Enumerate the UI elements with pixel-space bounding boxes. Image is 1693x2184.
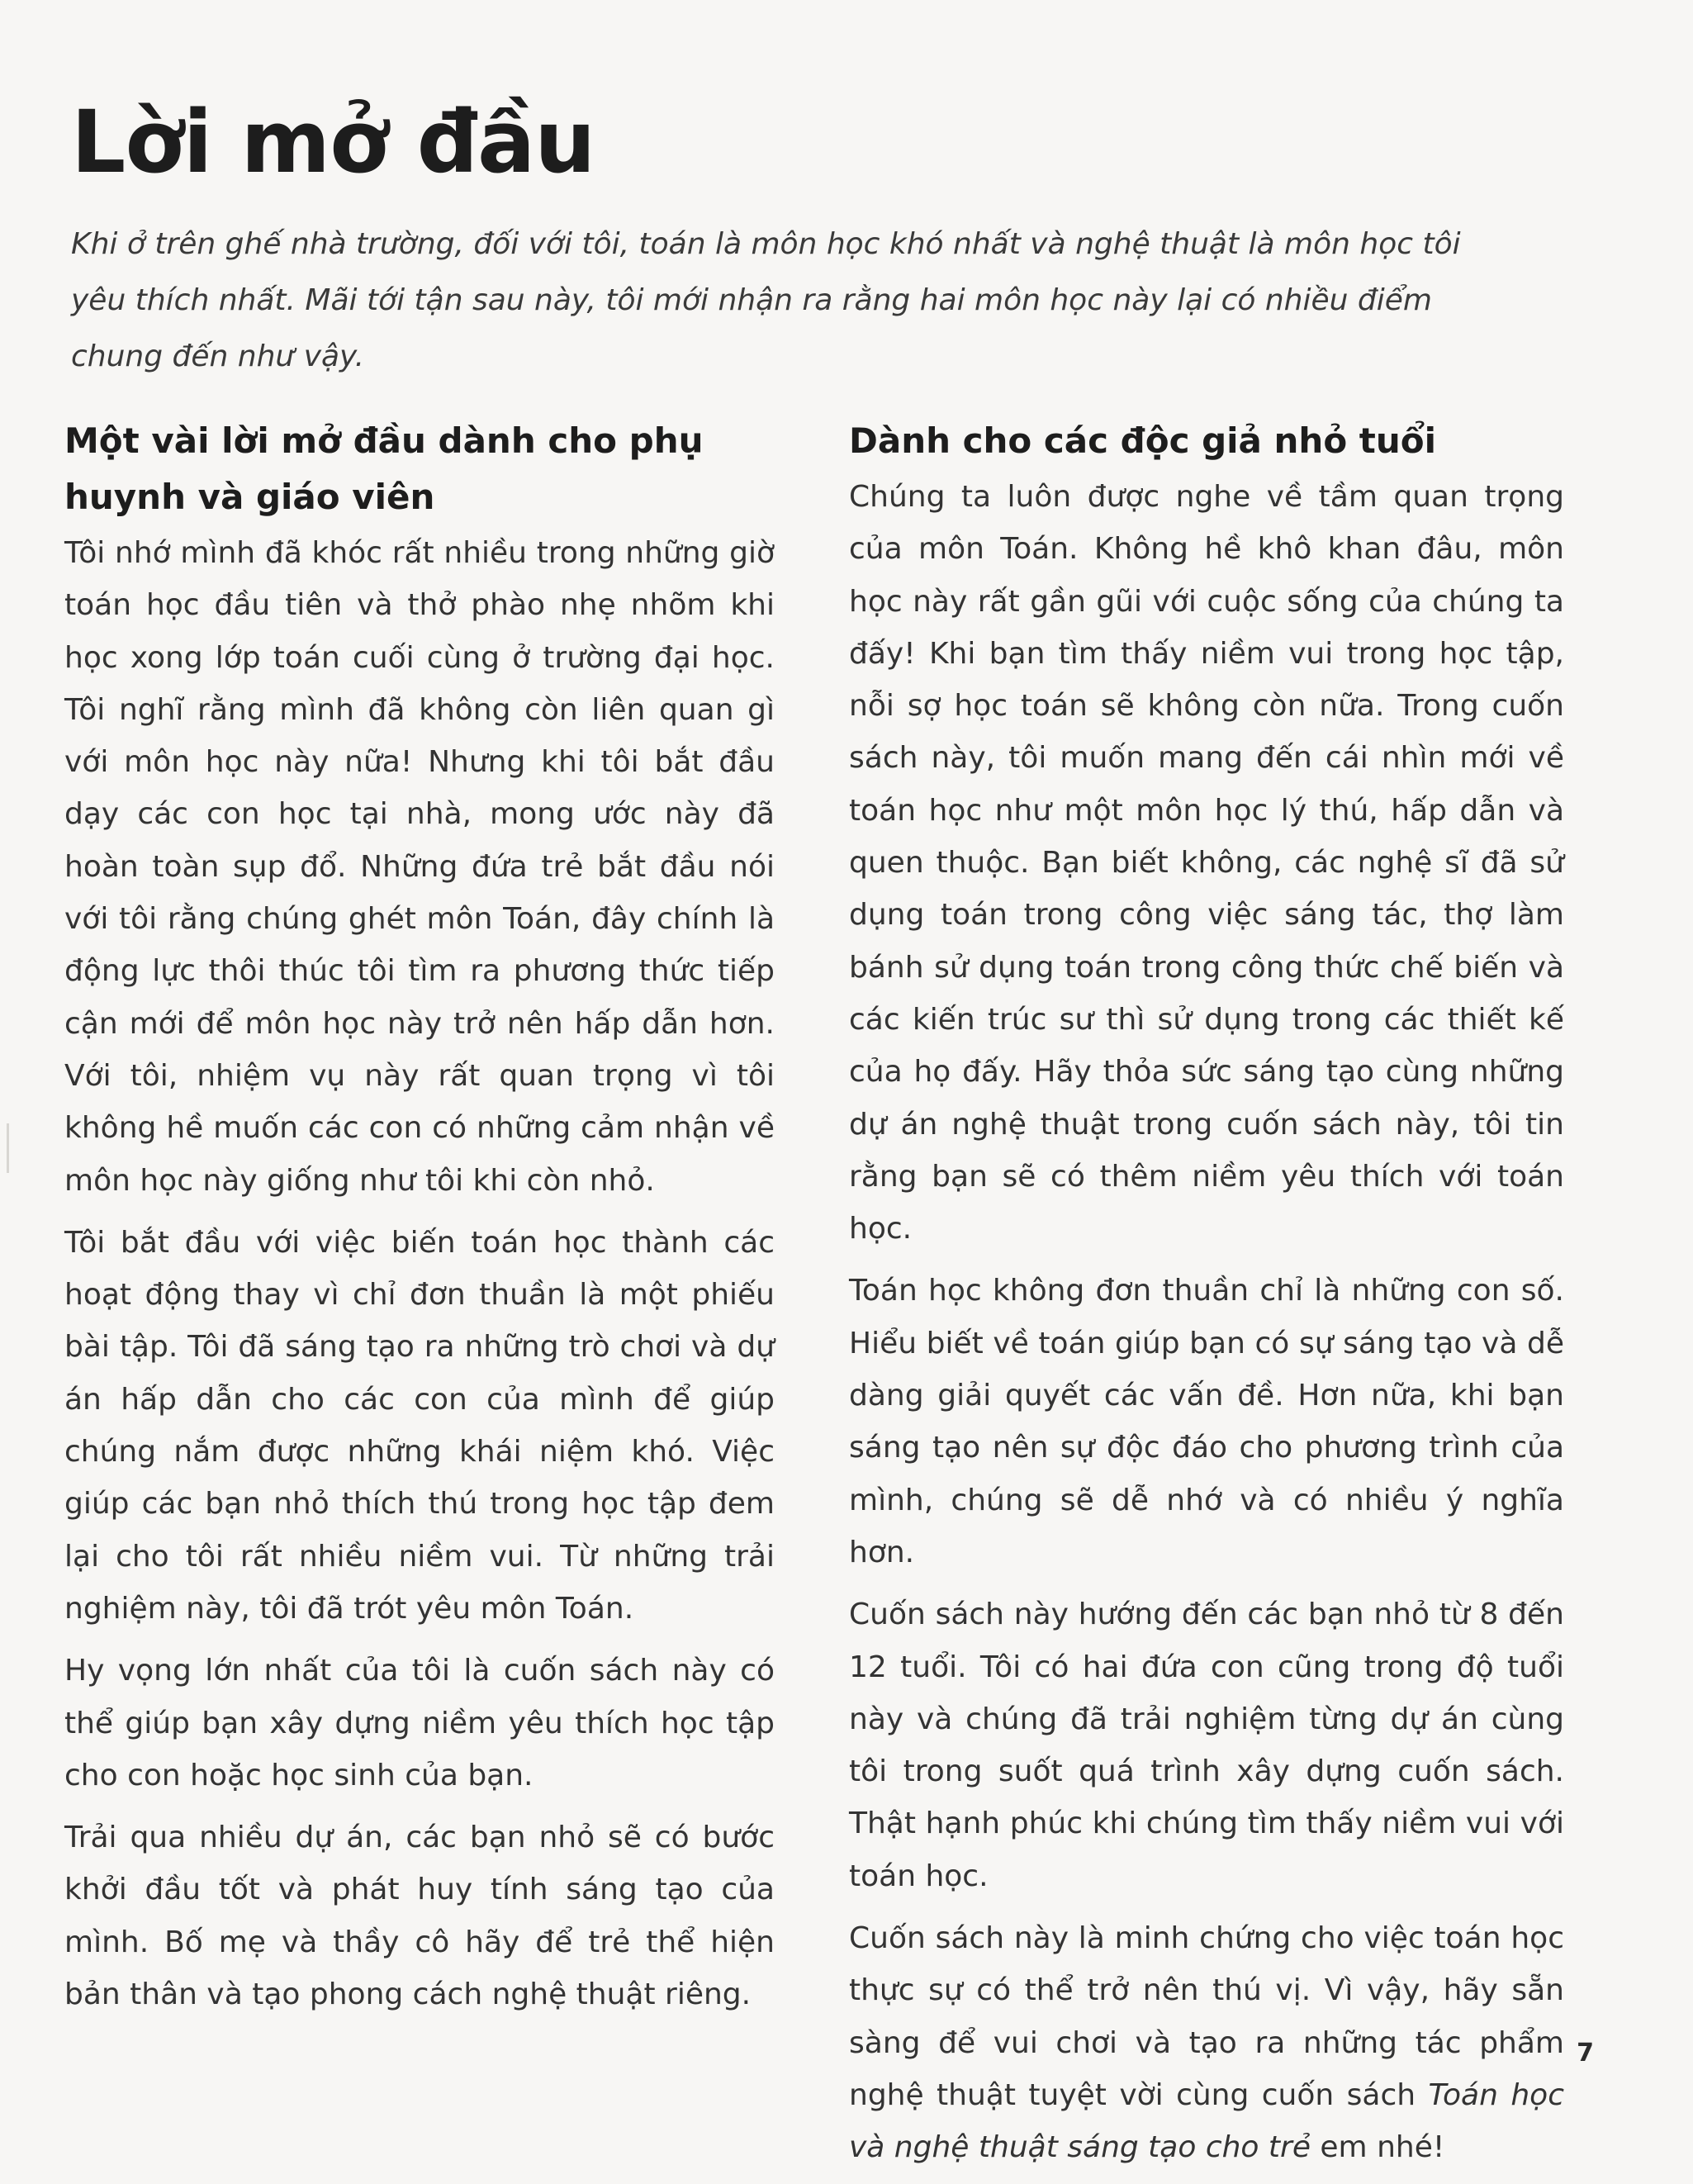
left-paragraph-1: Tôi nhớ mình đã khóc rất nhiều trong những giờ toán học đầu tiên và thở phào nhẹ nhõm khi học xong lớp toán cuối cùng ở trường đại học. Tôi nghĩ rằng mình đã không còn liên quan gì với môn học này nữa! Nhưng khi tôi bắt đầu dạy các con học tại nhà, mong ước này đã hoàn toàn sụp đổ. Những đứa trẻ bắt đầu nói với tôi rằng chúng ghét môn Toán, đây chính là động lực thôi thúc tôi tìm ra phương thức tiếp cận mới để môn học này trở nên hấp dẫn hơn. Với tôi, nhiệm vụ này rất quan trọng vì tôi không hề muốn các con có những cảm nhận về môn học này giống như tôi khi còn nhỏ.: [64, 536, 775, 1198]
right-paragraph-4-text: Cuốn sách này là minh chứng cho việc toán học thực sự có thể trở nên thú vị. Vì vậy, hãy sẵn sàng để vui chơi và tạo ra những tác phẩm nghệ thuật tuyệt vời cùng cuốn sách: [849, 1921, 1564, 2112]
left-paragraph-3: Hy vọng lớn nhất của tôi là cuốn sách này có thể giúp bạn xây dựng niềm yêu thích học tập cho con hoặc học sinh của bạn.: [64, 1654, 775, 1792]
page-title: Lời mở đầu: [71, 92, 595, 192]
intro-paragraph: Khi ở trên ghế nhà trường, đối với tôi, toán là môn học khó nhất và nghệ thuật là môn học tôi yêu thích nhất. Mãi tới tận sau này, tôi mới nhận ra rằng hai môn học này lại có nhiều điểm chung đến như vậy.: [71, 227, 1461, 373]
right-paragraph-3: Cuốn sách này hướng đến các bạn nhỏ từ 8 đến 12 tuổi. Tôi có hai đứa con cũng trong độ tuổi này và chúng đã trải nghiệm từng dự án cùng tôi trong suốt quá trình xây dựng cuốn sách. Thật hạnh phúc khi chúng tìm thấy niềm vui với toán học.: [849, 1598, 1564, 1893]
right-paragraph-1: Chúng ta luôn được nghe về tầm quan trọng của môn Toán. Không hề khô khan đâu, môn học này rất gần gũi với cuộc sống của chúng ta đấy! Khi bạn tìm thấy niềm vui trong học tập, nỗi sợ học toán sẽ không còn nữa. Trong cuốn sách này, tôi muốn mang đến cái nhìn mới về toán học như một môn học lý thú, hấp dẫn và quen thuộc. Bạn biết không, các nghệ sĩ đã sử dụng toán trong công việc sáng tác, thợ làm bánh sử dụng toán trong công thức chế biến và các kiến trúc sư thì sử dụng trong các thiết kế của họ đấy. Hãy thỏa sức sáng tạo cùng những dự án nghệ thuật trong cuốn sách này, tôi tin rằng bạn sẽ có thêm niềm yêu thích với toán học.: [849, 480, 1564, 1246]
right-heading: Dành cho các độc giả nhỏ tuổi: [849, 420, 1437, 461]
scan-margin-mark: [7, 1123, 9, 1173]
left-paragraph-4: Trải qua nhiều dự án, các bạn nhỏ sẽ có bước khởi đầu tốt và phát huy tính sáng tạo của mình. Bố mẹ và thầy cô hãy để trẻ thể hiện bản thân và tạo phong cách nghệ thuật riêng.: [64, 1821, 775, 2012]
right-paragraph-2: Toán học không đơn thuần chỉ là những con số. Hiểu biết về toán giúp bạn có sự sáng tạo và dễ dàng giải quyết các vấn đề. Hơn nữa, khi bạn sáng tạo nên sự độc đáo cho phương trình của mình, chúng sẽ dễ nhớ và có nhiều ý nghĩa hơn.: [849, 1274, 1564, 1569]
book-title: Toán học và nghệ thuật sáng tạo cho trẻ: [849, 2077, 1564, 2165]
left-column: [64, 413, 775, 2030]
right-column: [849, 413, 1564, 2184]
right-paragraph-4-end: em nhé!: [1310, 2130, 1445, 2165]
left-paragraph-2: Tôi bắt đầu với việc biến toán học thành các hoạt động thay vì chỉ đơn thuần là một phiếu bài tập. Tôi đã sáng tạo ra những trò chơi và dự án hấp dẫn cho các con của mình để giúp chúng nắm được những khái niệm khó. Việc giúp các bạn nhỏ thích thú trong học tập đem lại cho tôi rất nhiều niềm vui. Từ những trải nghiệm này, tôi đã trót yêu môn Toán.: [64, 1225, 775, 1626]
right-paragraph-4: [849, 1912, 1564, 2173]
page-number: 7: [1577, 2039, 1594, 2068]
left-heading: Một vài lời mở đầu dành cho phụ huynh và giáo viên: [64, 420, 704, 517]
